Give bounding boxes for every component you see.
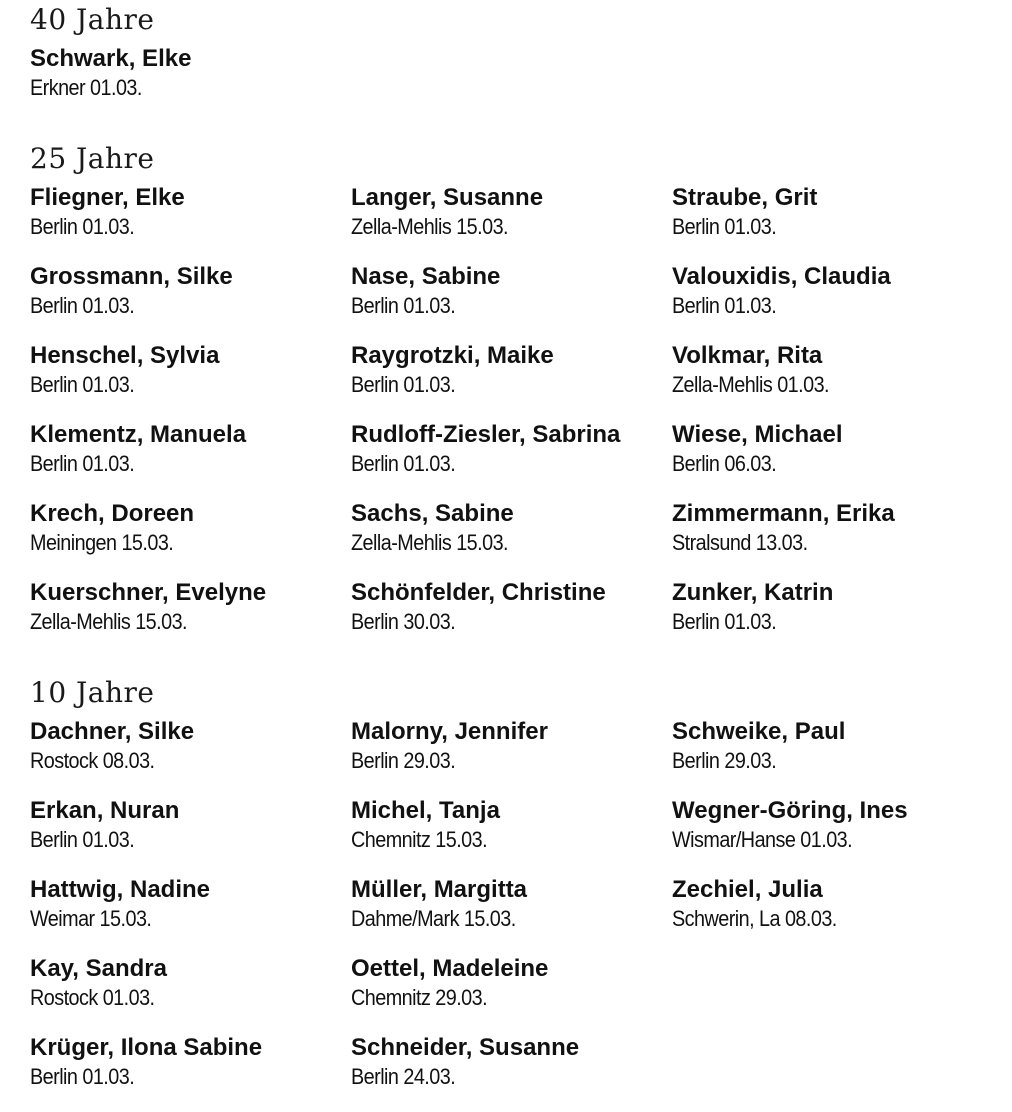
- section-10-jahre: [30, 676, 1012, 1112]
- person-name: Schweike, Paul: [672, 718, 846, 745]
- list-item: [351, 499, 672, 578]
- list-item: [30, 341, 351, 420]
- location-date: Berlin 30.03.: [351, 609, 456, 634]
- location-date: Chemnitz 15.03.: [351, 827, 488, 852]
- location-date: Zella-Mehlis 15.03.: [351, 214, 509, 239]
- list-item: [351, 341, 672, 420]
- list-item: [672, 499, 1002, 578]
- list-item: [30, 875, 351, 954]
- person-name: Grossmann, Silke: [30, 263, 233, 290]
- list-item: [351, 183, 672, 262]
- location-date: Berlin 01.03.: [351, 372, 456, 397]
- location-date: Wismar/Hanse 01.03.: [672, 827, 853, 852]
- person-name: Henschel, Sylvia: [30, 342, 220, 369]
- person-name: Straube, Grit: [672, 184, 818, 211]
- person-name: Kay, Sandra: [30, 955, 167, 982]
- person-name: Valouxidis, Claudia: [672, 263, 891, 290]
- person-name: Michel, Tanja: [351, 797, 500, 824]
- location-date: Berlin 24.03.: [351, 1064, 456, 1089]
- location-date: Meiningen 15.03.: [30, 530, 174, 555]
- person-name: Rudloff-Ziesler, Sabrina: [351, 421, 621, 448]
- person-name: Kuerschner, Evelyne: [30, 579, 267, 606]
- location-date: Berlin 01.03.: [30, 827, 135, 852]
- location-date: Stralsund 13.03.: [672, 530, 808, 555]
- location-date: Rostock 08.03.: [30, 748, 155, 773]
- location-date: Berlin 01.03.: [672, 214, 777, 239]
- list-item: [30, 796, 351, 875]
- person-name: Raygrotzki, Maike: [351, 342, 554, 369]
- person-name: Krech, Doreen: [30, 500, 195, 527]
- location-date: Erkner 01.03.: [30, 75, 142, 100]
- person-name: Zechiel, Julia: [672, 876, 823, 903]
- list-item: [351, 578, 672, 657]
- list-item: [672, 796, 1002, 875]
- list-item: [30, 183, 351, 262]
- entry-list: [30, 44, 1012, 123]
- location-date: Berlin 29.03.: [351, 748, 456, 773]
- person-name: Nase, Sabine: [351, 263, 501, 290]
- list-item: [672, 262, 1002, 341]
- location-date: Berlin 01.03.: [30, 1064, 135, 1089]
- location-date: Berlin 01.03.: [672, 609, 777, 634]
- section-title: 10 Jahre: [30, 676, 155, 709]
- list-item: [351, 420, 672, 499]
- section-title: 40 Jahre: [30, 3, 155, 36]
- location-date: Berlin 01.03.: [351, 293, 456, 318]
- location-date: Berlin 01.03.: [30, 451, 135, 476]
- location-date: Berlin 29.03.: [672, 748, 777, 773]
- person-name: Langer, Susanne: [351, 184, 544, 211]
- person-name: Erkan, Nuran: [30, 797, 180, 824]
- location-date: Berlin 01.03.: [30, 214, 135, 239]
- list-item: [30, 499, 351, 578]
- person-name: Wegner-Göring, Ines: [672, 797, 908, 824]
- location-date: Berlin 01.03.: [30, 293, 135, 318]
- list-item: [672, 183, 1002, 262]
- section-title: 25 Jahre: [30, 142, 155, 175]
- list-item: [351, 262, 672, 341]
- person-name: Krüger, Ilona Sabine: [30, 1034, 263, 1061]
- list-item: [30, 954, 351, 1033]
- location-date: Dahme/Mark 15.03.: [351, 906, 516, 931]
- section-25-jahre: [30, 142, 1012, 657]
- list-item: [30, 44, 351, 123]
- person-name: Zimmermann, Erika: [672, 500, 895, 527]
- entry-list: [30, 717, 1012, 1112]
- list-item: [30, 1033, 351, 1112]
- location-date: Berlin 06.03.: [672, 451, 777, 476]
- person-name: Schneider, Susanne: [351, 1034, 580, 1061]
- list-item: [672, 578, 1002, 657]
- person-name: Schwark, Elke: [30, 45, 192, 72]
- person-name: Sachs, Sabine: [351, 500, 514, 527]
- location-date: Chemnitz 29.03.: [351, 985, 488, 1010]
- list-item: [30, 420, 351, 499]
- list-item: [672, 875, 1002, 954]
- person-name: Klementz, Manuela: [30, 421, 247, 448]
- location-date: Zella-Mehlis 15.03.: [30, 609, 188, 634]
- list-item: [30, 578, 351, 657]
- person-name: Müller, Margitta: [351, 876, 528, 903]
- list-item: [672, 420, 1002, 499]
- list-item: [672, 341, 1002, 420]
- location-date: Berlin 01.03.: [30, 372, 135, 397]
- person-name: Wiese, Michael: [672, 421, 843, 448]
- person-name: Dachner, Silke: [30, 718, 195, 745]
- location-date: Berlin 01.03.: [672, 293, 777, 318]
- location-date: Berlin 01.03.: [351, 451, 456, 476]
- list-item: [351, 954, 672, 1033]
- person-name: Hattwig, Nadine: [30, 876, 211, 903]
- person-name: Zunker, Katrin: [672, 579, 834, 606]
- person-name: Volkmar, Rita: [672, 342, 823, 369]
- location-date: Zella-Mehlis 15.03.: [351, 530, 509, 555]
- person-name: Fliegner, Elke: [30, 184, 185, 211]
- list-item: [672, 717, 1002, 796]
- location-date: Weimar 15.03.: [30, 906, 152, 931]
- list-item: [351, 1033, 672, 1112]
- person-name: Schönfelder, Christine: [351, 579, 606, 606]
- list-item: [351, 796, 672, 875]
- location-date: Rostock 01.03.: [30, 985, 155, 1010]
- section-40-jahre: [30, 3, 1012, 123]
- location-date: Schwerin, La 08.03.: [672, 906, 837, 931]
- list-item: [30, 262, 351, 341]
- person-name: Malorny, Jennifer: [351, 718, 548, 745]
- list-item: [30, 717, 351, 796]
- person-name: Oettel, Madeleine: [351, 955, 549, 982]
- list-item: [351, 875, 672, 954]
- entry-list: [30, 183, 1012, 657]
- location-date: Zella-Mehlis 01.03.: [672, 372, 830, 397]
- list-item: [351, 717, 672, 796]
